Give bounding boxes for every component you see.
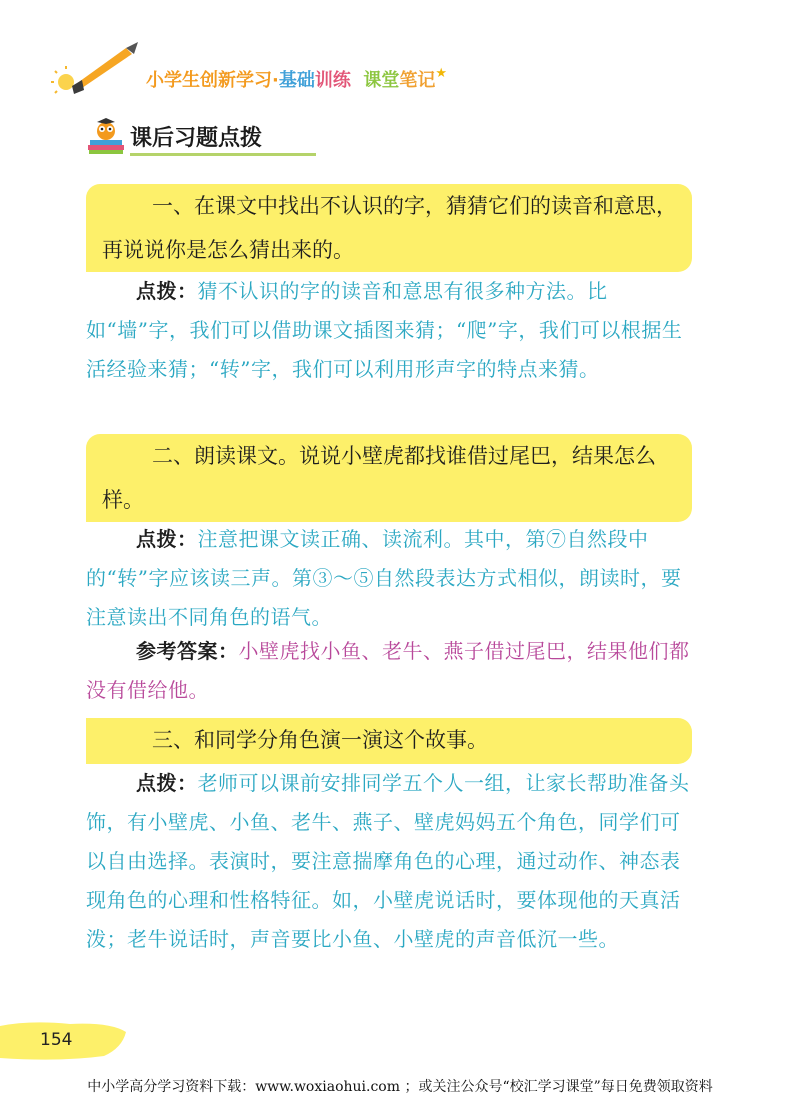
hint-1 [86,272,692,389]
hint-2 [86,520,692,637]
hint-3 [86,764,692,959]
answer-2-text: 小壁虎找小鱼、老牛、燕子借过尾巴，结果他们都没有借给他。 [86,639,690,702]
hint-2-text: 注意把课文读正确、读流利。其中，第⑦自然段中的“转”字应该读三声。第③～⑤自然段表达方式相似，朗读时，要注意读出不同角色的语气。 [86,527,682,629]
owl-on-books-icon [86,115,128,157]
title-underline [130,153,316,156]
hint-1-label: 点拨： [136,279,198,303]
question-2-text: 二、朗读课文。说说小壁虎都找谁借过尾巴，结果怎么样。 [102,444,656,512]
hint-1-text: 猜不认识的字的读音和意思有很多种方法。比如“墙”字，我们可以借助课文插图来猜；“爬”字，我们可以根据生活经验来猜；“转”字，我们可以利用形声字的特点来猜。 [86,279,683,381]
header [48,40,468,100]
section-heading [86,115,346,159]
question-1 [86,184,692,272]
question-3-text: 三、和同学分角色演一演这个故事。 [152,728,488,752]
hint-3-label: 点拨： [136,771,198,795]
footer-note: 中小学高分学习资料下载：www.woxiaohui.com ；或关注公众号“校汇学习课堂”每日免费领取资料 [87,1079,713,1095]
section-title: 课后习题点拨 [130,126,263,151]
hint-3-text: 老师可以课前安排同学五个人一组，让家长帮助准备头饰，有小壁虎、小鱼、老牛、燕子、壁虎妈妈五个角色，同学们可以自由选择。表演时，要注意揣摩角色的心理，通过动作、神态表现角色的心理和性格特征。如，小壁虎说话时，要体现他的天真活泼；老牛说话时，声音要比小鱼、小壁虎的声音低沉一些。 [86,771,690,951]
answer-2 [86,632,692,710]
question-2 [86,434,692,522]
answer-2-label: 参考答案： [136,639,239,663]
sun-icon [58,74,74,90]
page-number: 154 [40,1030,73,1050]
question-3 [86,718,692,764]
header-title: 小学生创新学习·基础训练 课堂笔记★ [146,66,448,91]
paintbrush-logo-icon [48,40,148,100]
question-1-text: 一、在课文中找出不认识的字，猜猜它们的读音和意思，再说说你是怎么猜出来的。 [102,194,677,262]
hint-2-label: 点拨： [136,527,198,551]
